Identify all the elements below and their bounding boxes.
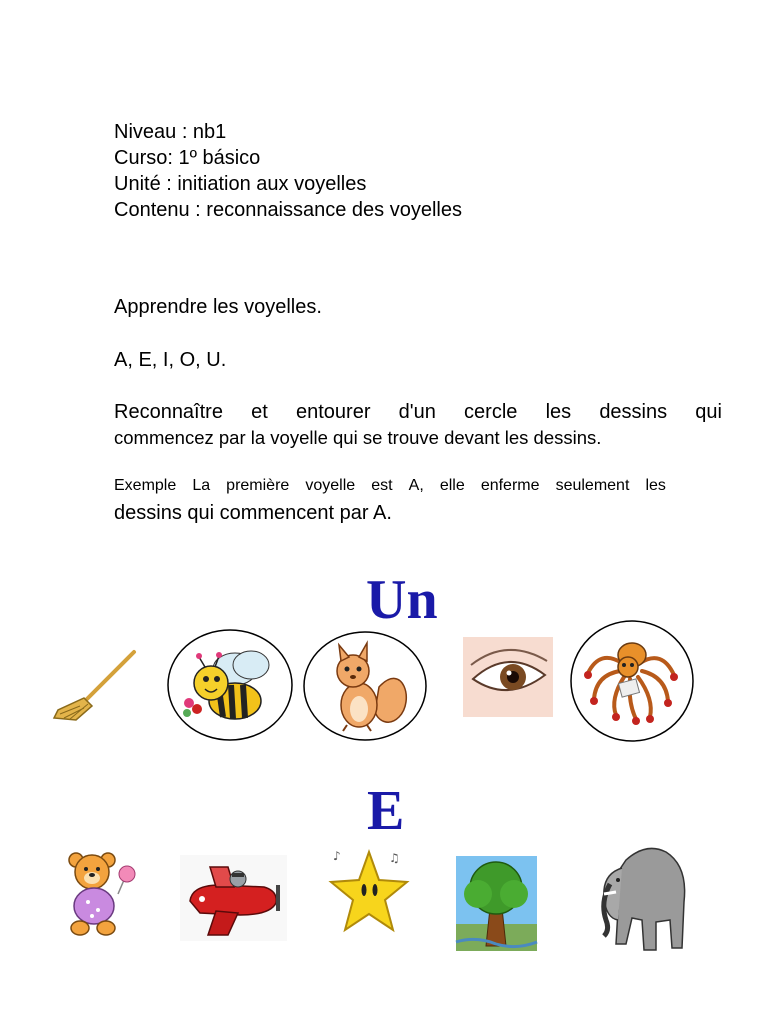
- word: les: [645, 477, 666, 494]
- word: A,: [408, 477, 424, 494]
- bee-icon: [167, 629, 293, 742]
- word: elle: [439, 477, 465, 494]
- contenu-line: Contenu : reconnaissance des voyelles: [114, 199, 462, 221]
- word: qui: [695, 401, 722, 423]
- spider-icon: [570, 619, 695, 743]
- word: est: [371, 477, 393, 494]
- vowel-heading-e: E: [367, 780, 405, 842]
- example-paragraph: [114, 476, 666, 525]
- svg-text:♪: ♪: [333, 849, 341, 863]
- word: cercle: [464, 401, 518, 423]
- airplane-icon: [180, 855, 287, 941]
- instruction-paragraph: [114, 400, 722, 450]
- instruction-line-1: [114, 400, 722, 425]
- word: dessins: [599, 401, 668, 423]
- vowel-heading-un: Un: [366, 569, 438, 631]
- unite-line: Unité : initiation aux voyelles: [114, 173, 367, 195]
- instruction-line-2: commencez par la voyelle qui se trouve devant les dessins.: [114, 427, 602, 448]
- eye-icon: [463, 637, 553, 717]
- word: seulement: [555, 477, 630, 494]
- curso-line: Curso: 1º básico: [114, 147, 261, 169]
- word: voyelle: [305, 477, 356, 494]
- example-line-1: [114, 476, 666, 496]
- vowels-list: A, E, I, O, U.: [114, 349, 227, 371]
- example-line-2: dessins qui commencent par A.: [114, 502, 392, 524]
- word: et: [251, 401, 268, 423]
- tree-icon: [456, 856, 537, 951]
- word: les: [545, 401, 572, 423]
- header-info: [114, 119, 462, 223]
- intro-text: Apprendre les voyelles.: [114, 296, 322, 318]
- word: première: [226, 477, 290, 494]
- word: entourer: [296, 401, 371, 423]
- teddy-bear-icon: [62, 850, 138, 936]
- niveau-line: Niveau : nb1: [114, 121, 227, 143]
- squirrel-icon: [303, 631, 427, 742]
- word: d'un: [398, 401, 436, 423]
- word: enferme: [480, 477, 540, 494]
- word: Reconnaître: [114, 401, 223, 423]
- word: La: [192, 477, 211, 494]
- word: Exemple: [114, 477, 177, 494]
- elephant-icon: [596, 840, 691, 958]
- broom-icon: [50, 648, 142, 722]
- svg-text:♫: ♫: [389, 851, 400, 865]
- star-icon: [329, 846, 409, 944]
